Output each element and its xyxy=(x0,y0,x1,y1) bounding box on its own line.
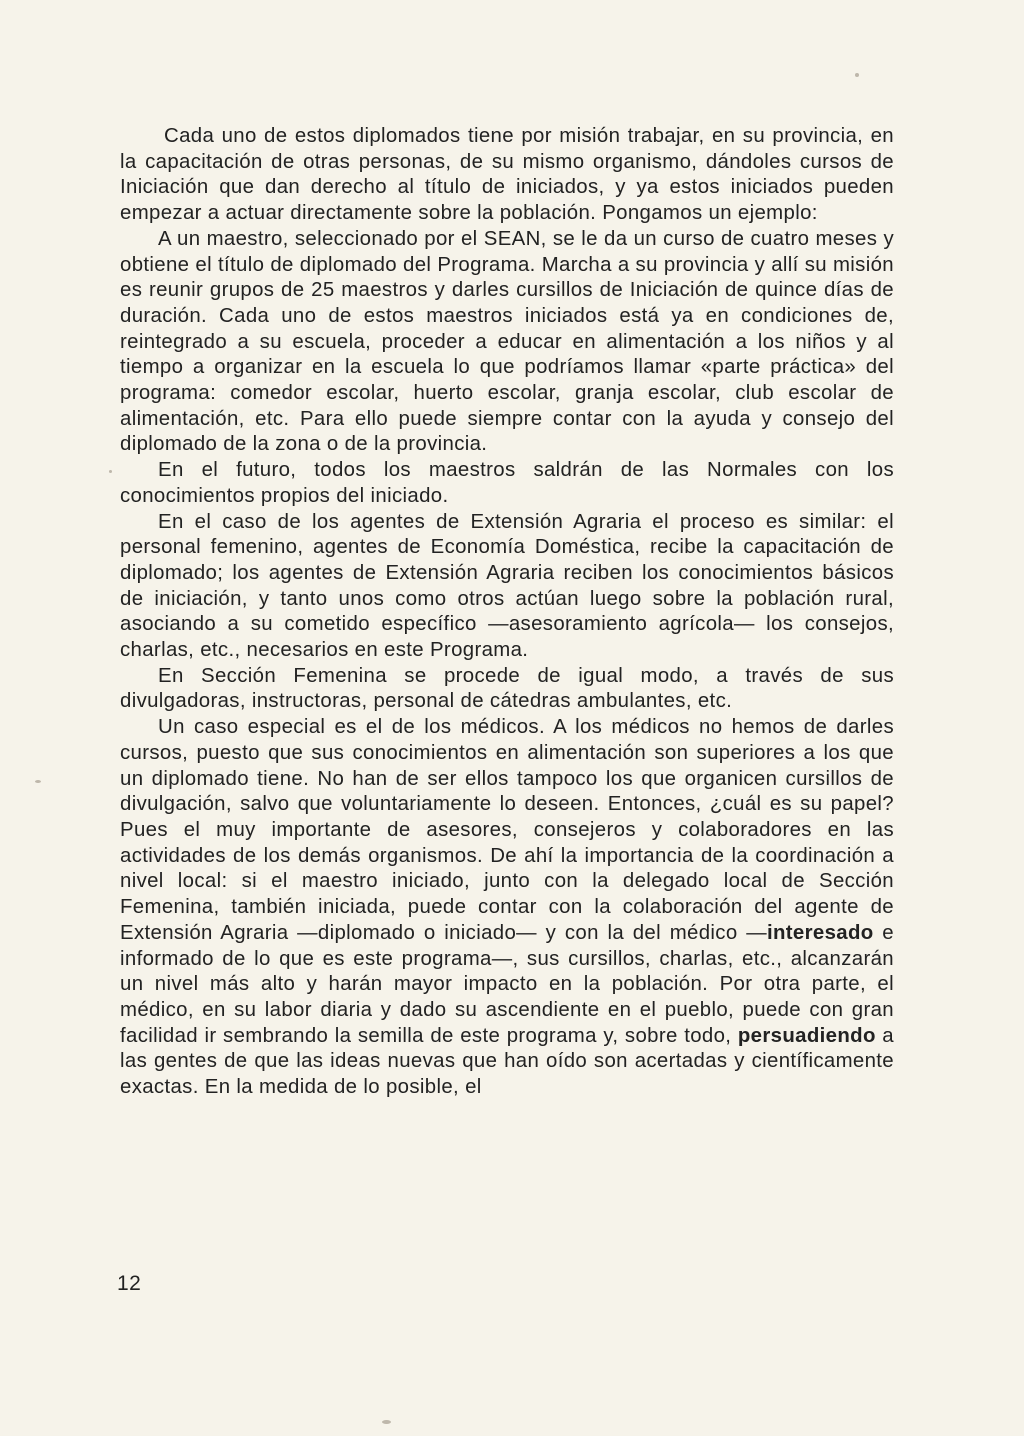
paper-speck xyxy=(35,780,41,783)
bold-text: persuadiendo xyxy=(737,1024,876,1047)
paragraph-text: A un maestro, seleccionado por el SEAN, se le da un curso de cuatro meses y obtiene el título de diplomado del Programa. Marcha a su provincia y allí su misión es reunir grupos de 25 maestros y darles cursillos de Iniciación de quince días de duración. Cada uno de estos maestros iniciados está ya en condiciones de, reintegrado a su escuela, proceder a educar en alimentación a los niños y al tiempo a organizar en la escuela lo que podríamos llamar «parte práctica» del programa: comedor escolar, huerto escolar, granja escolar, club escolar de alimentación, etc. Para ello puede siempre contar con la ayuda y consejo del diplomado de la zona o de la provincia. xyxy=(120,227,894,456)
paragraph-text: e informado de lo que es este programa—, sus cursillos, charlas, etc., alcanzarán un nivel más alto y harán mayor impacto en la población. Por otra parte, el médico, en su labor diaria y dado su ascendiente en el pueblo, puede con gran facilidad ir sembrando la semilla de este programa y, sobre todo, xyxy=(120,921,894,1047)
paragraph xyxy=(120,510,894,664)
paragraph xyxy=(120,715,894,1101)
paragraph xyxy=(120,458,894,509)
paper-speck xyxy=(382,1420,391,1424)
paragraph xyxy=(120,227,894,458)
paper-speck xyxy=(855,73,859,77)
paper-speck xyxy=(109,470,112,473)
paragraph xyxy=(120,664,894,715)
paragraph-text: Un caso especial es el de los médicos. A los médicos no hemos de darles cursos, puesto que sus conocimientos en alimentación son superiores a los que un diplomado tiene. No han de ser ellos tampoco los que organicen cursillos de divulgación, salvo que voluntariamente lo deseen. Entonces, ¿cuál es su papel? Pues el muy importante de asesores, consejeros y colaboradores en las actividades de los demás organismos. De ahí la importancia de la coordinación a nivel local: si el maestro iniciado, junto con la delegado local de Sección Femenina, también iniciada, puede contar con la colaboración del agente de Extensión Agraria —diplomado o iniciado— y con la del médico — xyxy=(120,716,894,944)
paragraph-text: En el futuro, todos los maestros saldrán de las Normales con los conocimientos propios del iniciado. xyxy=(120,459,894,507)
bold-text: interesado xyxy=(766,921,874,944)
body-text xyxy=(120,124,894,1101)
paragraph-text: En el caso de los agentes de Extensión Agraria el proceso es similar: el personal femenino, agentes de Economía Doméstica, recibe la capacitación de diplomado; los agentes de Extensión Agraria reciben los conocimientos básicos de iniciación, y tanto unos como otros actúan luego sobre la población rural, asociando a su cometido específico —asesoramiento agrícola— los consejos, charlas, etc., necesarios en este Programa. xyxy=(120,510,894,662)
paragraph-text: Cada uno de estos diplomados tiene por misión trabajar, en su provincia, en la capacitación de otras personas, de su mismo organismo, dándoles cursos de Iniciación que dan derecho al título de iniciados, y ya estos iniciados pueden empezar a actuar directamente sobre la población. Pongamos un ejemplo: xyxy=(120,125,894,225)
page-number: 12 xyxy=(117,1272,142,1295)
paragraph-text: a las gentes de que las ideas nuevas que han oído son acertadas y científicamente exactas. En la medida de lo posible, el xyxy=(120,1024,894,1099)
paragraph xyxy=(120,124,894,227)
paragraph-text: En Sección Femenina se procede de igual modo, a través de sus divulgadoras, instructoras, personal de cátedras ambulantes, etc. xyxy=(120,664,894,713)
